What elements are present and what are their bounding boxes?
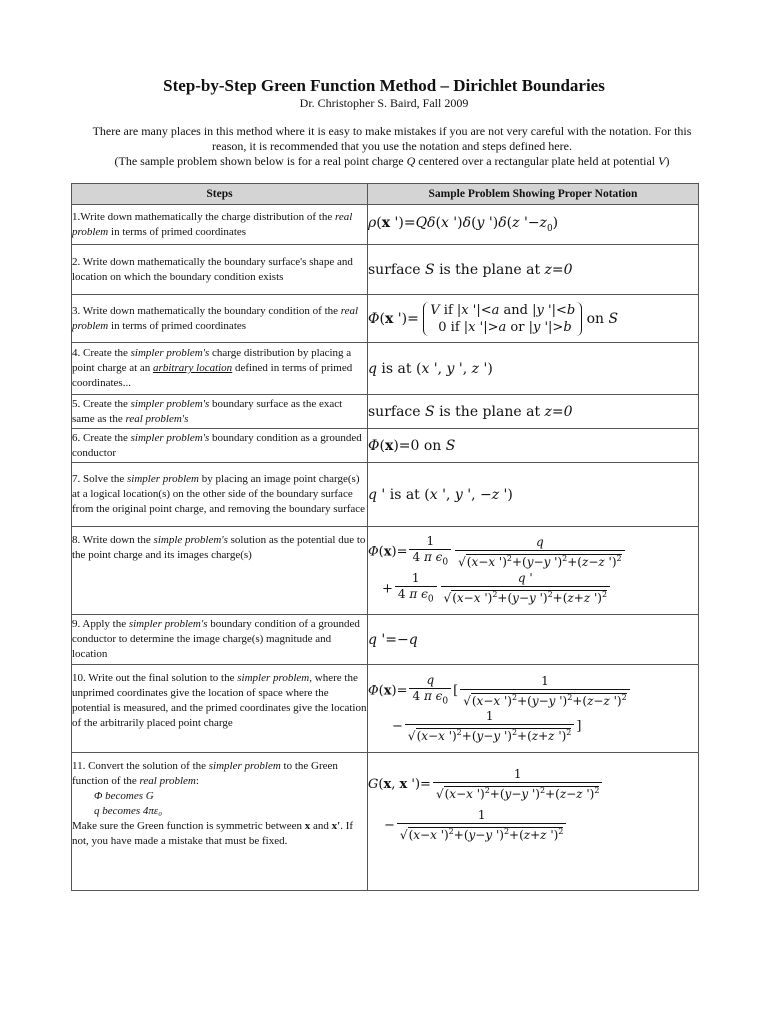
step-cell: 6. Create the simpler problem's boundary condition as a grounded conductor	[72, 429, 368, 463]
intro-paragraph	[88, 124, 696, 169]
simple-problem-solution: Φ(x)= $\frac{1}{4 \pi \epsilon_0}$ $\frac{q}{√(x-x ')^2+(y-y ')^2+(z-z ')^2}$ + $\frac{1}{4 \pi \epsilon_0}$ $\frac{q '}{√(x-x ')^2+(y-y ')^2+(z+z ')^2}$	[368, 527, 699, 615]
table-row	[72, 753, 699, 891]
point-charge-location: q is at (x ', y ', z ')	[368, 343, 699, 395]
table-row	[72, 527, 699, 615]
step-cell: 8. Write down the simple problem's solution as the potential due to the point charge and its images charge(s)	[72, 527, 368, 615]
image-charge-location: q ' is at (x ', y ', −z ')	[368, 463, 699, 527]
table-row	[72, 463, 699, 527]
table-header-row	[72, 184, 699, 205]
step-cell: 2. Write down mathematically the boundary surface's shape and location on which the boundary condition exists	[72, 245, 368, 295]
step-cell: 10. Write out the final solution to the simpler problem, where the unprimed coordinates give the location of space where the potential is measured, and the primed coordinates give the location of the arbitrarily placed point charge	[72, 665, 368, 753]
column-header-steps: Steps	[72, 184, 368, 205]
simpler-boundary-surface: surface S is the plane at z=0	[368, 395, 699, 429]
image-charge-magnitude: q '=−q	[368, 615, 699, 665]
step-cell: 9. Apply the simpler problem's boundary condition of a grounded conductor to determine the image charge(s) magnitude and location	[72, 615, 368, 665]
intro-line-2: (The sample problem shown below is for a real point charge Q centered over a rectangular plate held at potential V)	[114, 154, 670, 168]
final-simpler-solution: Φ(x)= $\frac{q}{4 \pi \epsilon_0}$ [ $\frac{1}{√(x-x ')^2+(y-y ')^2+(z-z ')^2}$ − $\frac{1}{√(x-x ')^2+(y-y ')^2+(z+z ')^2}$ ]	[368, 665, 699, 753]
table-row	[72, 245, 699, 295]
step-cell: 4. Create the simpler problem's charge distribution by placing a point charge at an arbitrary location defined in terms of primed coordinates...	[72, 343, 368, 395]
step-cell: 7. Solve the simpler problem by placing an image point charge(s) at a logical location(s) on the other side of the boundary surface from the original point charge, and removing the boundary surface	[72, 463, 368, 527]
table-row	[72, 205, 699, 245]
table-row	[72, 615, 699, 665]
step-cell: 11. Convert the solution of the simpler problem to the Green function of the real problem: Φ becomes G q becomes 4πε₀ Make sure the Green function is symmetric between x and x'. If not, you have made a mistake that must be fixed.	[72, 753, 368, 891]
charge-distribution-equation: ρ(x ')=Qδ(x ')δ(y ')δ(z '$-z_0$)	[368, 205, 699, 245]
table-row	[72, 395, 699, 429]
steps-table	[71, 183, 699, 891]
green-function-equation: G(x, x ')= $\frac{1}{√(x-x ')^2+(y-y ')^2+(z-z ')^2}$ − $\frac{1}{√(x-x ')^2+(y-y ')^2+(z+z ')^2}$	[368, 753, 699, 891]
step-cell: 5. Create the simpler problem's boundary surface as the exact same as the real problem's	[72, 395, 368, 429]
intro-line-1: There are many places in this method where it is easy to make mistakes if you are not very careful with the notation. For this reason, it is recommended that you use the notation and steps defined here.	[92, 124, 692, 153]
step-cell: 3. Write down mathematically the boundary condition of the real problem in terms of primed coordinates	[72, 295, 368, 343]
table-row	[72, 295, 699, 343]
grounded-condition: Φ(x)=0 on S	[368, 429, 699, 463]
table-row	[72, 429, 699, 463]
table-row	[72, 665, 699, 753]
author-line: Dr. Christopher S. Baird, Fall 2009	[299, 96, 469, 110]
step-cell: 1.Write down mathematically the charge distribution of the real problem in terms of primed coordinates	[72, 205, 368, 245]
page-title: Step-by-Step Green Function Method – Dirichlet Boundaries	[163, 76, 605, 95]
boundary-condition-equation: Φ(x ')= V if |x '|<a and |y '|<b 0 if |x '|>a or |y '|>b on S	[368, 295, 699, 343]
column-header-sample: Sample Problem Showing Proper Notation	[368, 184, 699, 205]
table-row	[72, 343, 699, 395]
boundary-surface-equation: surface S is the plane at z=0	[368, 245, 699, 295]
